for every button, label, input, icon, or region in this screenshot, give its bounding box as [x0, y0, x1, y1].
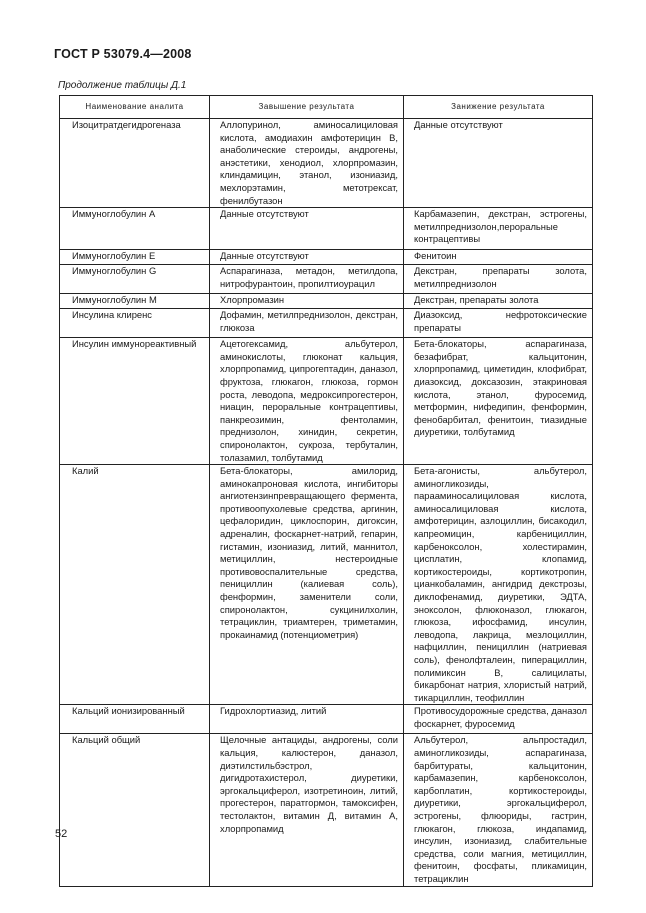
increase-cell: Данные отсутствуют	[210, 250, 404, 265]
column-header-decrease: Занижение результата	[404, 96, 593, 119]
analyte-cell: Инсулина клиренс	[60, 309, 210, 338]
increase-cell: Гидрохлортиазид, литий	[210, 705, 404, 734]
decrease-cell: Противосудорожные средства, даназол фоскарнет, фуросемид	[404, 705, 593, 734]
column-header-analyte: Наименование аналита	[60, 96, 210, 119]
analyte-cell: Калий	[60, 465, 210, 705]
decrease-cell: Фенитоин	[404, 250, 593, 265]
increase-cell: Данные отсутствуют	[210, 208, 404, 250]
column-header-increase: Завышение результата	[210, 96, 404, 119]
increase-cell: Бета-блокаторы, амилорид, аминокапроновая кислота, ингибиторы ангиотензинпревращающего фермента, противоопухолевые средства, аргинин, цефалоридин, циклоспорин, дигоксин, адреналин, фоскарнет-натрий, гепарин, гистамин, изониазид, литий, маннитол, метициллин, нестероидные противовоспалительные средства, пенициллин (калиевая соль), фенформин, заменители соли, спиронолактон, сукцинилхолин, тетрациклин, триамтерен, триметамин, прокаинамид (потенциометрия)	[210, 465, 404, 705]
analyte-cell: Кальций общий	[60, 734, 210, 886]
table-row	[60, 465, 593, 705]
analyte-cell: Иммуноглобулин Е	[60, 250, 210, 265]
increase-cell: Аллопуринол, аминосалициловая кислота, амодиахин амфотерицин В, анаболические стероиды, андрогены, анэстетики, хенодиол, хлорпромазин, клиндамицин, этанол, изониазид, мехлорэтамин, метотрексат, фенилбутазон	[210, 119, 404, 208]
decrease-cell: Бета-блокаторы, аспарагиназа, безафибрат, кальцитонин, хлорпропамид, циметидин, клофибрат, диазоксид, доксазозин, этакриновая кислота, этанол, фуросемид, метформин, нифедипин, фенформин, фенобарбитал, фенитоин, тиазидные диуретики, толбутамид	[404, 338, 593, 465]
table-row	[60, 119, 593, 208]
analyte-cell: Иммуноглобулин А	[60, 208, 210, 250]
table-row	[60, 705, 593, 734]
page-number: 52	[55, 828, 68, 840]
analyte-cell: Кальций ионизированный	[60, 705, 210, 734]
increase-cell: Дофамин, метилпреднизолон, декстран, глюкоза	[210, 309, 404, 338]
increase-cell: Щелочные антациды, андрогены, соли кальция, калюстерон, даназол, диэтилстильбэстрол, дигидротахистерол, диуретики, эргокальциферол, изотретиноин, литий, прогестерон, паратгормон, тамоксифен, тестолактон, витамин Д, витамин А, хлорпропамид	[210, 734, 404, 886]
decrease-cell: Карбамазепин, декстран, эстрогены, метилпреднизолон,пероральные контрацептивы	[404, 208, 593, 250]
decrease-cell: Декстран, препараты золота	[404, 294, 593, 309]
analyte-cell: Изоцитратдегидрогеназа	[60, 119, 210, 208]
increase-cell: Хлорпромазин	[210, 294, 404, 309]
decrease-cell: Данные отсутствуют	[404, 119, 593, 208]
increase-cell: Ацетогексамид, альбутерол, аминокислоты, глюконат кальция, хлорпропамид, ципрогептадин, даназол, фруктоза, глюкагон, глюкоза, гормон роста, леводопа, медроксипрогестерон, ниацин, пероральные контрацептивы, панкреозимин, фентоламин, преднизолон, хинидин, секретин, спиронолактон, сукроза, тербуталин, толазамил, толбутамид	[210, 338, 404, 465]
table-row	[60, 208, 593, 250]
table-row	[60, 250, 593, 265]
table-header-row	[60, 96, 593, 119]
analyte-cell: Инсулин иммунореактивный	[60, 338, 210, 465]
table-row	[60, 294, 593, 309]
increase-cell: Аспарагиназа, метадон, метилдопа, нитрофурантоин, пропилтиоурацил	[210, 265, 404, 294]
document-header: ГОСТ Р 53079.4—2008	[54, 47, 192, 61]
table-caption: Продолжение таблицы Д.1	[58, 80, 187, 91]
decrease-cell: Декстран, препараты золота, метилпреднизолон	[404, 265, 593, 294]
table-row	[60, 338, 593, 465]
decrease-cell: Бета-агонисты, альбутерол, аминогликозиды, парааминосалициловая кислота, аминосалициловая кислота, амфотерицин, азлоциллин, бисакодил, капреомицин, карбенициллин, карбеноксолон, холестирамин, цисплатин, клопамид, кортикостероиды, кортикотропин, цианкобаламин, ангидрид декстрозы, диклофенамид, диуретики, ЭДТА, эноксолон, флюконазол, глюкагон, глюкоза, ифосфамид, инсулин, леводопа, лакрица, мезлоциллин, нафциллин, пенициллин (натриевая соль), фенолфталеин, пиперациллин, полимиксин В, салицилаты, бикарбонат натрия, хлористый натрий, тикарциллин, теофиллин	[404, 465, 593, 705]
analyte-cell: Иммуноглобулин М	[60, 294, 210, 309]
table-row	[60, 265, 593, 294]
decrease-cell: Диазоксид, нефротоксические препараты	[404, 309, 593, 338]
drug-interference-table	[59, 95, 593, 887]
analyte-cell: Иммуноглобулин G	[60, 265, 210, 294]
table-row	[60, 309, 593, 338]
decrease-cell: Альбутерол, альпростадил, аминогликозиды, аспарагиназа, барбитураты, кальцитонин, карбамазепин, карбеноксолон, карбоплатин, кортикостероиды, диуретики, эргокальциферол, эстрогены, флюориды, гастрин, глюкагон, глюкоза, индапамид, инсулин, изониазид, слабительные средства, соли магния, метициллин, фенитоин, фосфаты, пликамицин, тетрациклин	[404, 734, 593, 886]
table-row	[60, 734, 593, 886]
